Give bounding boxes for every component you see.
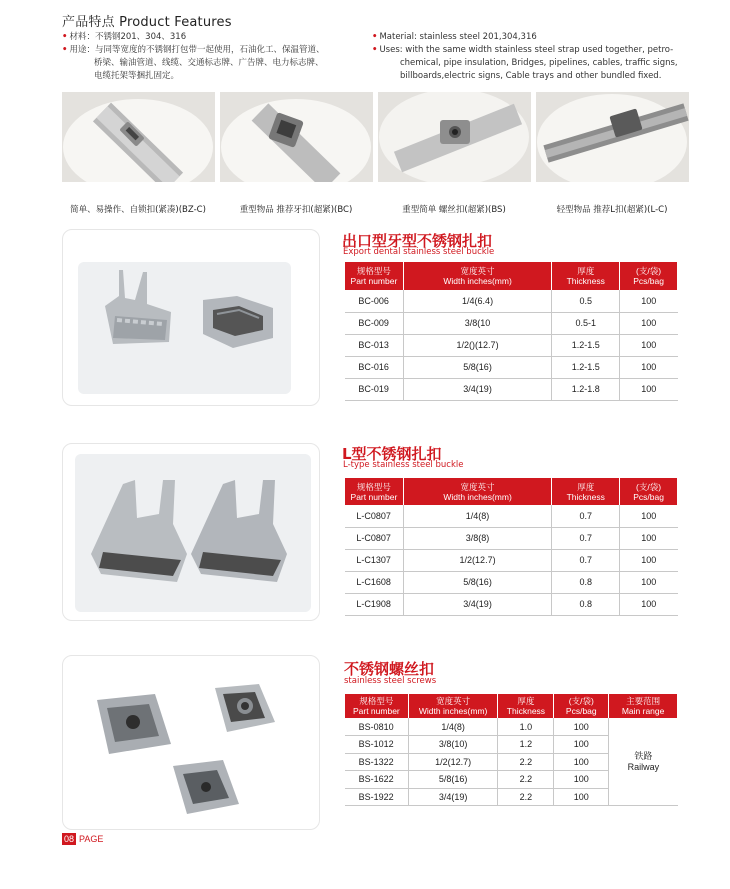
col-header: (支/袋) Pcs/bag: [554, 694, 609, 718]
bs-product-image: [62, 655, 320, 830]
col-header: 厚度 Thickness: [498, 694, 554, 718]
bc-spec-table: [344, 262, 678, 401]
table-row: BC-019 3/4(19) 1.2-1.8 100: [345, 378, 678, 400]
section-title-cn: 不锈钢螺丝扣: [344, 660, 435, 678]
en-material: • Material: stainless steel 201,304,316: [372, 32, 537, 42]
table-row: L-C1307 1/2(12.7) 0.7 100: [345, 549, 678, 571]
en-use-line: chemical, pipe insulation, Bridges, pipelines, cables, traffic signs,: [400, 58, 678, 68]
col-header: 宽度英寸 Width inches(mm): [403, 478, 551, 505]
table-row: BS-1622 5/8(16) 2.2 100: [345, 771, 678, 789]
table-row: BS-1322 1/2(12.7) 2.2 100: [345, 753, 678, 771]
section-title-cn: L型不锈钢扎扣: [342, 445, 442, 463]
col-header: 宽度英寸 Width inches(mm): [408, 694, 498, 718]
photo-bc: [220, 92, 373, 182]
en-use: • Uses: with the same width stainless steel strap used together, petro-: [372, 45, 674, 55]
section-title-en: Export dental stainless steel buckle: [343, 247, 495, 257]
bc-product-image: [62, 229, 320, 406]
cn-material: • 材料：不锈钢201、304、316: [62, 32, 187, 42]
table-row: BC-009 3/8(10 0.5-1 100: [345, 312, 678, 334]
photo-caption: 轻型物品 推荐L扣(超紧)(L-C): [556, 205, 668, 215]
table-row: BC-013 1/2()(12.7) 1.2-1.5 100: [345, 334, 678, 356]
section-title-en: stainless steel screws: [344, 676, 437, 686]
col-header: (支/袋) Pcs/bag: [620, 478, 678, 505]
table-row: BS-0810 1/4(8) 1.0 100 铁路 Railway: [345, 718, 678, 736]
col-header: 宽度英寸 Width inches(mm): [403, 262, 551, 290]
col-header: 规格型号 Part number: [345, 262, 404, 290]
col-header: 厚度 Thickness: [552, 262, 620, 290]
page-number: 08 PAGE: [64, 834, 104, 844]
l-type-product-image: [62, 443, 320, 621]
cn-use-line: 电缆托架等捆扎固定。: [94, 71, 180, 81]
table-row: BC-006 1/4(6.4) 0.5 100: [345, 290, 678, 312]
section-title-cn: 出口型牙型不锈钢扎扣: [342, 232, 493, 250]
en-use-line: billboards,electric signs, Cable trays and other bundled fixed.: [400, 71, 662, 81]
table-row: BC-016 5/8(16) 1.2-1.5 100: [345, 356, 678, 378]
cn-use-line: 桥梁、输油管道、线缆、交通标志牌、广告牌、电力标志牌、: [94, 58, 324, 68]
photo-caption: 重型简单 螺丝扣(超紧)(BS): [402, 205, 506, 215]
table-row: BS-1922 3/4(19) 2.2 100: [345, 788, 678, 806]
photo-bz-c: [62, 92, 215, 182]
cn-use: • 用途：与同等宽度的不锈钢打包带一起使用，石油化工、保温管道、: [62, 45, 325, 55]
table-row: L-C1608 5/8(16) 0.8 100: [345, 571, 678, 593]
col-header: 主要范围 Main range: [609, 694, 678, 718]
table-row: L-C0807 1/4(8) 0.7 100: [345, 505, 678, 527]
col-header: (支/袋) Pcs/bag: [620, 262, 678, 290]
photo-l-c: [536, 92, 689, 182]
table-row: L-C1908 3/4(19) 0.8 100: [345, 593, 678, 615]
l-type-spec-table: [344, 478, 678, 616]
col-header: 规格型号 Part number: [345, 478, 404, 505]
photo-caption: 简单、易操作、自锁扣(紧凑)(BZ-C): [70, 205, 206, 215]
table-row: L-C0807 3/8(8) 0.7 100: [345, 527, 678, 549]
section-title-en: L-type stainless steel buckle: [343, 460, 464, 470]
bs-spec-table: [344, 694, 678, 806]
main-range-cell: 铁路 Railway: [609, 718, 678, 806]
col-header: 厚度 Thickness: [552, 478, 620, 505]
photo-bs: [378, 92, 531, 182]
photo-caption: 重型物品 推荐牙扣(超紧)(BC): [239, 205, 353, 215]
features-title: 产品特点 Product Features: [62, 15, 232, 30]
table-row: BS-1012 3/8(10) 1.2 100: [345, 736, 678, 754]
col-header: 规格型号 Part number: [345, 694, 409, 718]
